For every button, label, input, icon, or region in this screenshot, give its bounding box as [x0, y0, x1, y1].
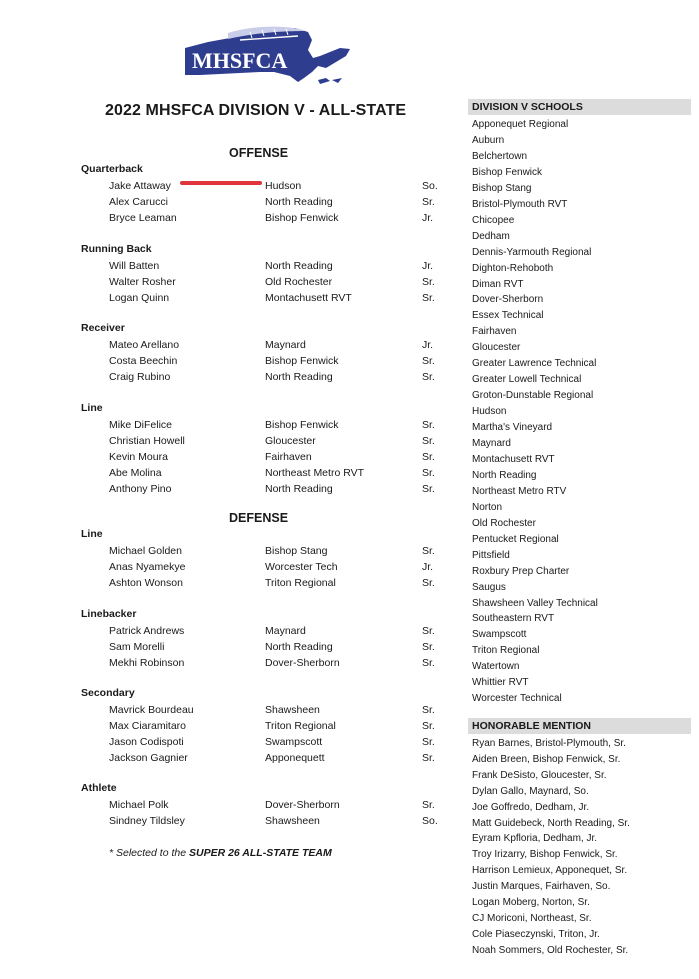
school-list-item: Watertown: [472, 661, 520, 673]
player-name: Ashton Wonson: [109, 576, 183, 589]
player-school: Bishop Fenwick: [265, 211, 339, 224]
school-list-item: Belchertown: [472, 150, 528, 162]
player-year: Sr.: [422, 354, 435, 367]
school-list-item: Dennis-Yarmouth Regional: [472, 246, 592, 258]
player-row: [0, 719, 460, 733]
player-name: Jason Codispoti: [109, 735, 184, 748]
school-list-item: Apponequet Regional: [472, 119, 569, 130]
school-list-item: Pentucket Regional: [472, 533, 559, 545]
player-row: [0, 751, 460, 765]
player-year: Jr.: [422, 560, 434, 573]
honorable-item: Ryan Barnes, Bristol-Plymouth, Sr.: [472, 738, 626, 749]
player-row: [0, 640, 460, 654]
player-school: Maynard: [265, 625, 306, 637]
player-row: [0, 211, 460, 225]
red-underline-mark: [180, 181, 262, 185]
player-year: Sr.: [422, 466, 435, 479]
player-name: Max Ciaramitaro: [109, 719, 187, 732]
player-name: Walter Rosher: [109, 275, 176, 288]
school-list-item: Essex Technical: [472, 310, 544, 322]
school-list-item: Maynard: [472, 438, 511, 449]
player-year: Sr.: [422, 419, 435, 431]
player-school: North Reading: [265, 640, 333, 653]
player-school: Shawsheen: [265, 814, 320, 827]
player-year: Sr.: [422, 656, 435, 669]
player-name: Sam Morelli: [109, 640, 165, 653]
player-year: Sr.: [422, 291, 435, 304]
player-name: Mateo Arellano: [109, 339, 180, 351]
player-year: So.: [422, 180, 438, 192]
player-school: North Reading: [265, 370, 333, 383]
honorable-item: Dylan Gallo, Maynard, So.: [472, 785, 589, 797]
honorable-item: Eyram Kpfloria, Dedham, Jr.: [472, 833, 598, 845]
player-school: Triton Regional: [265, 576, 336, 589]
player-school: Fairhaven: [265, 450, 312, 463]
player-row: [0, 624, 460, 638]
player-year: Sr.: [422, 450, 435, 463]
player-name: Craig Rubino: [109, 370, 171, 383]
player-year: Sr.: [422, 195, 435, 208]
player-school: North Reading: [265, 260, 333, 272]
player-school: Montachusett RVT: [265, 291, 352, 304]
school-list-item: Dighton-Rehoboth: [472, 262, 554, 274]
player-school: Worcester Tech: [265, 560, 338, 573]
player-row: [0, 434, 460, 448]
player-row: [0, 291, 460, 305]
player-school: Bishop Stang: [265, 545, 328, 557]
player-row: [0, 576, 460, 590]
player-year: Sr.: [422, 799, 435, 811]
player-year: Jr.: [422, 211, 434, 224]
super-26-footnote: [109, 847, 332, 859]
player-school: Swampscott: [265, 735, 323, 748]
school-list-item: Norton: [472, 501, 503, 513]
player-school: Hudson: [265, 180, 302, 192]
player-year: Sr.: [422, 640, 435, 653]
player-row: [0, 259, 460, 273]
player-row: [0, 338, 460, 352]
player-row: [0, 560, 460, 574]
player-name: Alex Carucci: [109, 195, 168, 208]
player-school: Shawsheen: [265, 704, 320, 716]
schools-header: DIVISION V SCHOOLS: [468, 99, 691, 115]
honorable-item: CJ Moriconi, Northeast, Sr.: [472, 912, 592, 924]
school-list-item: Martha's Vineyard: [472, 422, 553, 434]
school-list-item: Southeastern RVT: [472, 613, 555, 625]
player-row: [0, 703, 460, 717]
player-name: Bryce Leaman: [109, 211, 177, 224]
school-list-item: Old Rochester: [472, 517, 536, 529]
school-list-item: North Reading: [472, 469, 537, 481]
player-row: [0, 354, 460, 368]
school-list-item: Bristol-Plymouth RVT: [472, 198, 568, 210]
player-row: [0, 482, 460, 496]
school-list-item: Saugus: [472, 581, 506, 593]
honorable-item: Noah Sommers, Old Rochester, Sr.: [472, 944, 629, 956]
player-year: Sr.: [422, 704, 435, 716]
player-year: Jr.: [422, 260, 434, 272]
player-year: Sr.: [422, 751, 435, 764]
school-list-item: Fairhaven: [472, 326, 517, 338]
school-list-item: Montachusett RVT: [472, 453, 555, 465]
player-school: Northeast Metro RVT: [265, 466, 365, 479]
player-year: Sr.: [422, 275, 435, 288]
player-name: Michael Polk: [109, 799, 169, 811]
player-name: Costa Beechin: [109, 354, 178, 367]
player-row: [0, 798, 460, 812]
player-year: Jr.: [422, 339, 434, 351]
player-year: Sr.: [422, 482, 435, 495]
position-heading: Linebacker: [81, 608, 137, 620]
player-school: North Reading: [265, 195, 333, 208]
player-school: Bishop Fenwick: [265, 419, 339, 431]
school-list-item: Bishop Stang: [472, 182, 532, 194]
honorable-item: Cole Piaseczynski, Triton, Jr.: [472, 928, 600, 940]
player-row: [0, 195, 460, 209]
player-school: Dover-Sherborn: [265, 799, 340, 811]
player-row: [0, 735, 460, 749]
player-row: [0, 544, 460, 558]
player-name: Mike DiFelice: [109, 419, 173, 431]
player-school: Maynard: [265, 339, 306, 351]
player-row: [0, 814, 460, 828]
player-name: Jake Attaway: [109, 180, 171, 192]
honorable-item: Harrison Lemieux, Apponequet, Sr.: [472, 865, 628, 877]
honorable-item: Aiden Breen, Bishop Fenwick, Sr.: [472, 753, 621, 765]
honorable-item: Justin Marques, Fairhaven, So.: [472, 881, 611, 893]
honorable-header: HONORABLE MENTION: [468, 718, 691, 734]
school-list-item: Worcester Technical: [472, 693, 562, 705]
player-year: Sr.: [422, 545, 435, 557]
honorable-item: Frank DeSisto, Gloucester, Sr.: [472, 769, 607, 781]
player-name: Kevin Moura: [109, 450, 168, 463]
position-heading: Line: [81, 402, 103, 414]
player-school: North Reading: [265, 482, 333, 495]
player-row: [0, 656, 460, 670]
player-row: [0, 370, 460, 384]
position-heading: Quarterback: [81, 163, 143, 175]
school-list-item: Hudson: [472, 406, 507, 418]
player-name: Michael Golden: [109, 545, 182, 557]
player-row: [0, 466, 460, 480]
honorable-item: Troy Irizarry, Bishop Fenwick, Sr.: [472, 849, 618, 861]
player-row: [0, 418, 460, 432]
player-year: Sr.: [422, 370, 435, 383]
player-year: Sr.: [422, 735, 435, 748]
player-school: Old Rochester: [265, 275, 333, 288]
position-heading: Athlete: [81, 782, 117, 794]
school-list-item: Auburn: [472, 134, 505, 146]
svg-text:MHSFCA: MHSFCA: [192, 48, 288, 73]
player-name: Anas Nyamekye: [109, 560, 186, 573]
school-list-item: Chicopee: [472, 214, 515, 226]
school-list-item: Shawsheen Valley Technical: [472, 597, 598, 609]
honorable-item: Joe Goffredo, Dedham, Jr.: [472, 801, 590, 813]
player-name: Mavrick Bourdeau: [109, 704, 194, 716]
player-row: [0, 450, 460, 464]
player-name: Logan Quinn: [109, 291, 170, 304]
school-list-item: Greater Lowell Technical: [472, 374, 582, 386]
player-year: Sr.: [422, 719, 435, 732]
position-heading: Receiver: [81, 322, 125, 334]
school-list-item: Gloucester: [472, 342, 521, 354]
player-name: Will Batten: [109, 260, 160, 272]
school-list-item: Dover-Sherborn: [472, 294, 544, 306]
player-name: Jackson Gagnier: [109, 751, 188, 764]
player-name: Sindney Tildsley: [109, 814, 185, 827]
position-heading: Running Back: [81, 243, 152, 255]
school-list-item: Whittier RVT: [472, 677, 529, 689]
player-row: [0, 275, 460, 289]
player-year: Sr.: [422, 576, 435, 589]
player-school: Apponequett: [265, 751, 325, 764]
page-title: 2022 MHSFCA DIVISION V - ALL-STATE: [105, 102, 407, 119]
player-year: Sr.: [422, 434, 435, 447]
offense-heading: OFFENSE: [229, 146, 289, 160]
position-heading: Secondary: [81, 687, 135, 699]
school-list-item: Diman RVT: [472, 278, 524, 290]
school-list-item: Groton-Dunstable Regional: [472, 390, 594, 402]
footnote-prefix: * Selected to the: [109, 847, 187, 859]
footnote-team: SUPER 26 ALL-STATE TEAM: [188, 847, 332, 859]
school-list-item: Swampscott: [472, 629, 527, 641]
school-list-item: Bishop Fenwick: [472, 166, 543, 178]
position-heading: Line: [81, 528, 103, 540]
player-school: Bishop Fenwick: [265, 354, 339, 367]
school-list-item: Triton Regional: [472, 645, 540, 657]
player-year: So.: [422, 814, 438, 827]
player-school: Dover-Sherborn: [265, 656, 340, 669]
defense-heading: DEFENSE: [229, 511, 289, 525]
school-list-item: Roxbury Prep Charter: [472, 565, 570, 577]
player-name: Patrick Andrews: [109, 625, 185, 637]
player-name: Anthony Pino: [109, 482, 172, 495]
honorable-item: Matt Guidebeck, North Reading, Sr.: [472, 817, 630, 829]
school-list-item: Dedham: [472, 230, 510, 242]
player-name: Abe Molina: [109, 466, 162, 479]
honorable-item: Logan Moberg, Norton, Sr.: [472, 897, 590, 908]
player-school: Triton Regional: [265, 719, 336, 732]
player-school: Gloucester: [265, 434, 316, 447]
player-name: Mekhi Robinson: [109, 656, 185, 669]
player-year: Sr.: [422, 625, 435, 637]
player-name: Christian Howell: [109, 434, 185, 447]
school-list-item: Greater Lawrence Technical: [472, 358, 597, 370]
school-list-item: Northeast Metro RTV: [472, 485, 567, 497]
school-list-item: Pittsfield: [472, 549, 510, 561]
